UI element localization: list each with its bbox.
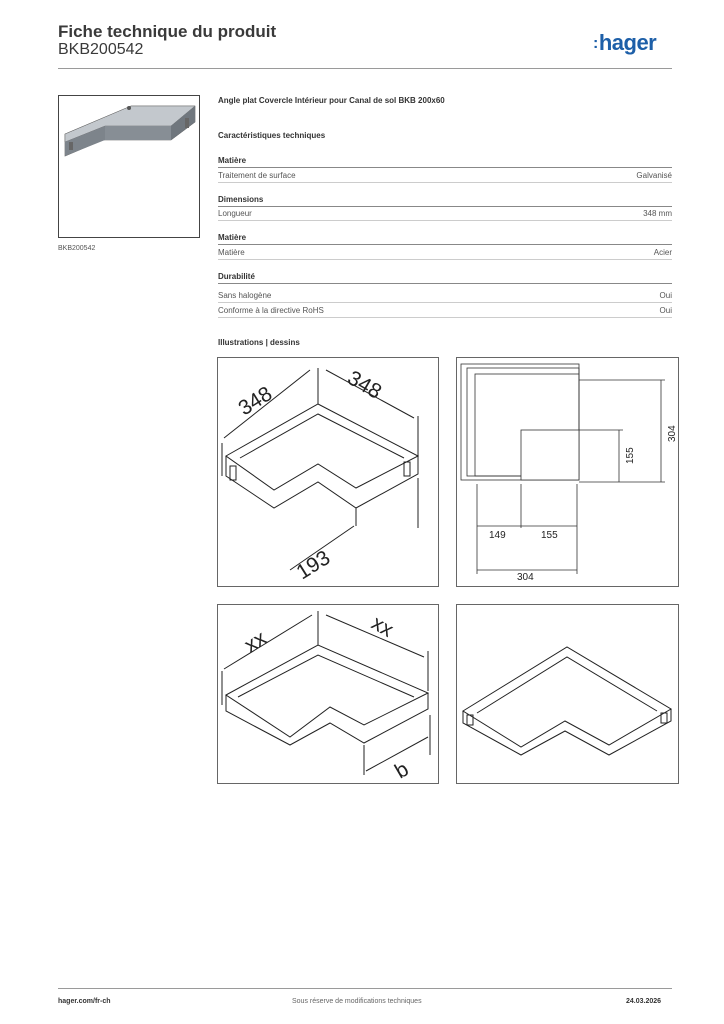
dim-155-horizontal: 155 — [541, 530, 558, 541]
drawing-panel-1 — [217, 357, 439, 587]
thumbnail-caption: BKB200542 — [58, 245, 96, 252]
spec-value: Oui — [659, 306, 672, 315]
specs-section-title: Caractéristiques techniques — [218, 131, 326, 140]
spec-group-heading: Matière — [218, 233, 672, 245]
illustrations-title: Illustrations | dessins — [218, 338, 300, 347]
dimension-drawing-3 — [218, 605, 438, 783]
spec-value: Acier — [653, 248, 672, 257]
spec-label: Matière — [218, 248, 245, 257]
page-title: Fiche technique du produit — [58, 22, 277, 41]
spec-label: Longueur — [218, 209, 252, 218]
product-code: BKB200542 — [58, 41, 144, 58]
dim-193: 193 — [292, 546, 335, 585]
product-name: Angle plat Covercle Intérieur pour Canal de sol BKB 200x60 — [218, 96, 445, 105]
spec-label: Traitement de surface — [218, 171, 296, 180]
spec-group-heading: Dimensions — [218, 195, 672, 207]
dim-348-right: 348 — [343, 366, 386, 404]
footer-date: 24.03.2026 — [626, 998, 662, 1005]
spec-row — [218, 248, 672, 260]
spec-row — [218, 291, 672, 303]
product-thumbnail-image — [59, 96, 199, 237]
dim-xx-right: xx — [367, 611, 398, 642]
spec-row — [218, 171, 672, 183]
dim-155-vertical: 155 — [625, 447, 636, 464]
dim-xx-left: xx — [240, 626, 271, 658]
spec-row — [218, 209, 672, 221]
drawing-panel-2 — [456, 357, 679, 587]
spec-row — [218, 306, 672, 318]
footer-notice: Sous réserve de modifications techniques — [292, 998, 422, 1005]
product-drawing-4 — [457, 605, 678, 783]
dim-304-vertical: 304 — [667, 425, 678, 442]
spec-group-heading: Matière — [218, 156, 672, 168]
spec-value: Galvanisé — [636, 171, 672, 180]
dim-149: 149 — [489, 530, 506, 541]
spec-value: 348 mm — [643, 209, 672, 218]
dim-304-horizontal: 304 — [517, 572, 534, 583]
dim-b: b — [391, 757, 413, 783]
footer-website-link[interactable]: hager.com/fr-ch — [58, 998, 111, 1005]
spec-label: Sans halogène — [218, 291, 272, 300]
drawing-panel-4 — [456, 604, 679, 784]
dimension-drawing-1 — [218, 358, 438, 586]
spec-value: Oui — [659, 291, 672, 300]
drawing-panel-3 — [217, 604, 439, 784]
footer-divider — [58, 988, 672, 989]
product-thumbnail — [58, 95, 200, 238]
spec-group-heading: Durabilité — [218, 272, 672, 284]
dimension-drawing-2 — [457, 358, 678, 586]
hager-logo[interactable]: :hager — [593, 30, 657, 55]
header-divider — [58, 68, 672, 69]
dim-348-left: 348 — [234, 382, 277, 421]
spec-label: Conforme à la directive RoHS — [218, 306, 324, 315]
